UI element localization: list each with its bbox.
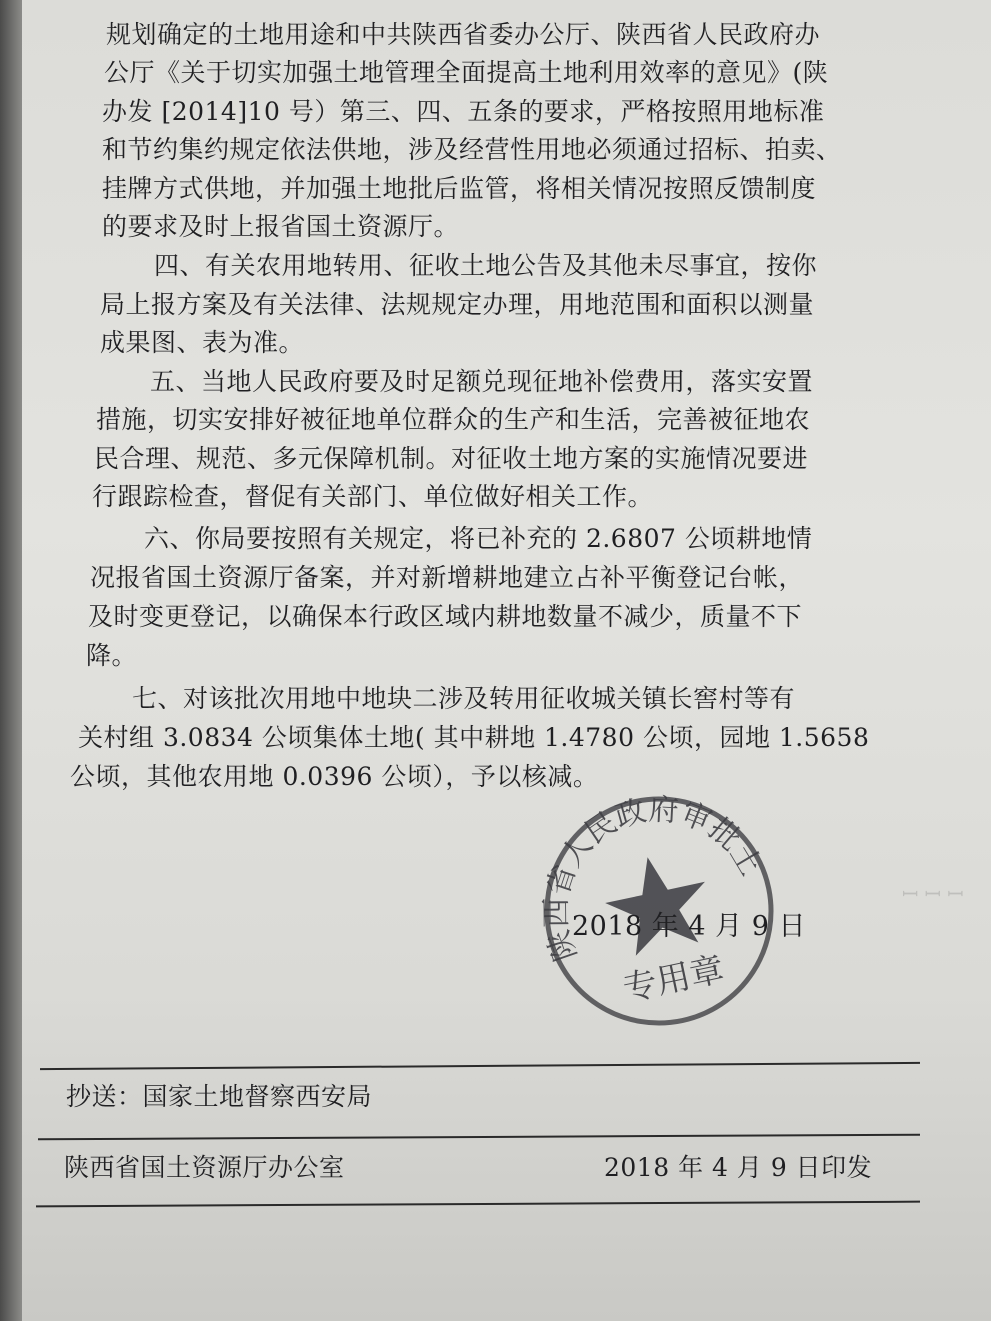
- body-line-16: 及时变更登记，以确保本行政区域内耕地数量不减少，质量不下: [88, 602, 803, 631]
- body-line-19: 关村组 3.0834 公顷集体土地( 其中耕地 1.4780 公顷，园地 1.5658: [78, 723, 870, 752]
- issuer: 陕西省国土资源厅办公室: [64, 1153, 345, 1182]
- body-line-20: 公顷，其他农用地 0.0396 公顷），予以核减。: [70, 762, 599, 791]
- body-line-13: 行跟踪检查，督促有关部门、单位做好相关工作。: [92, 482, 654, 511]
- body-line-6: 的要求及时上报省国土资源厅。: [102, 212, 460, 241]
- page-shadow: [0, 0, 22, 1321]
- cc-line: 抄送：国家土地督察西安局: [66, 1082, 373, 1111]
- body-line-3: 办发 [2014]10 号）第三、四、五条的要求，严格按照用地标准: [102, 97, 825, 126]
- body-line-4: 和节约集约规定依法供地，涉及经营性用地必须通过招标、拍卖、: [102, 135, 842, 164]
- seal-ring-text: 陕西省人民政府审批土地: [539, 792, 769, 966]
- body-line-2: 公厅《关于切实加强土地管理全面提高土地利用效率的意见》(陕: [104, 58, 829, 87]
- bleed-through-text: ꟷ ꟷ ꟷ: [902, 882, 964, 906]
- body-line-17: 降。: [86, 641, 138, 670]
- signature-date: 2018 年 4 月 9 日: [572, 911, 806, 942]
- body-line-8: 局上报方案及有关法律、法规规定办理，用地范围和面积以测量: [100, 290, 815, 319]
- seal-bottom-text: 专用章: [619, 949, 728, 1010]
- body-line-14: 六、你局要按照有关规定，将已补充的 2.6807 公顷耕地情: [144, 524, 813, 553]
- body-line-10: 五、当地人民政府要及时足额兑现征地补偿费用，落实安置: [150, 367, 814, 396]
- body-line-5: 挂牌方式供地，并加强土地批后监管，将相关情况按照反馈制度: [102, 174, 817, 203]
- body-line-18: 七、对该批次用地中地块二涉及转用征收城关镇长窖村等有: [132, 684, 796, 713]
- body-line-12: 民合理、规范、多元保障机制。对征收土地方案的实施情况要进: [94, 444, 809, 473]
- seal-star-icon: [598, 847, 717, 960]
- body-line-1: 规划确定的土地用途和中共陕西省委办公厅、陕西省人民政府办: [106, 20, 821, 49]
- body-line-11: 措施，切实安排好被征地单位群众的生产和生活，完善被征地农: [96, 405, 811, 434]
- body-line-7: 四、有关农用地转用、征收土地公告及其他未尽事宜，按你: [154, 251, 818, 280]
- body-line-9: 成果图、表为准。: [100, 328, 305, 357]
- body-line-15: 况报省国土资源厅备案，并对新增耕地建立占补平衡登记台帐，: [90, 563, 805, 592]
- issue-date: 2018 年 4 月 9 日印发: [604, 1153, 873, 1182]
